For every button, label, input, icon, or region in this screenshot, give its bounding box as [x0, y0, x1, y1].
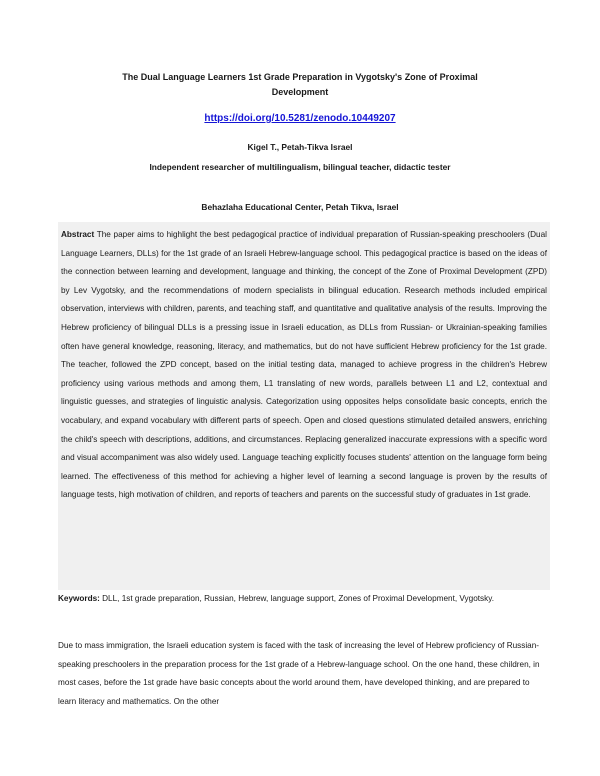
keywords-text: DLL, 1st grade preparation, Russian, Hebrew, language support, Zones of Proximal Development, Vygotsky. [102, 594, 494, 603]
abstract-label: Abstract [61, 230, 95, 239]
paper-title: The Dual Language Learners 1st Grade Preparation in Vygotsky's Zone of Proximal Development [122, 72, 478, 97]
keywords-block [58, 591, 550, 606]
body-paragraph: Due to mass immigration, the Israeli education system is faced with the task of increasing the level of Hebrew proficiency of Russian-speaking preschoolers in the preparation process for the 1st grade of a Hebrew-language school. On the one hand, these children, in most cases, before the 1st grade have basic concepts about the world around them, have developed thinking, and are prepared to learn literacy and mathematics. On the other [58, 641, 540, 706]
abstract-text: The paper aims to highlight the best pedagogical practice of individual preparation of Russian-speaking preschoolers (Dual Language Learners, DLLs) for the 1st grade of an Israeli Hebrew-language school. This pedagogical practice is based on the ideas of the connection between learning and development, language and thinking, the concept of the Zone of Proximal Development (ZPD) by Lev Vygotsky, and the recommendations of modern specialists in bilingual education. Research methods included empirical observation, interviews with children, parents, and teaching staff, and quantitative and qualitative analysis of the results. Improving the Hebrew proficiency of bilingual DLLs is a pressing issue in Israeli education, as DLLs from Russian- or Ukrainian-speaking families often have general knowledge, reasoning, literacy, and mathematics, but do not have sufficient Hebrew proficiency for the 1st grade. The teacher, followed the ZPD concept, based on the initial testing data, managed to achieve progress in the children's Hebrew proficiency using various methods and among them, L1 translating of new words, parallels between L1 and L2, contextual and linguistic guesses, and strategies of linguistic analysis. Categorization using opposites helps consolidate basic concepts, enrich the vocabulary, and expand vocabulary with different parts of speech. Open and closed questions stimulated detailed answers, enriching the child's speech with descriptions, additions, and circumstances. Replacing generalized inaccurate expressions with a specific word and visual accompaniment was also widely used. Language teaching explicitly focuses students' attention on the language form being learned. The effectiveness of this method for achieving a higher level of learning a second language is proven by the results of language tests, high motivation of children, and reports of teachers and parents on the successful study of graduates in 1st grade. [61, 230, 547, 500]
doi-link[interactable]: https://doi.org/10.5281/zenodo.10449207 [204, 113, 396, 124]
institution-line: Behazlaha Educational Center, Petah Tikva, Israel [201, 202, 399, 212]
abstract-block [58, 222, 550, 590]
keywords-label: Keywords: [58, 594, 100, 603]
affiliation-line: Independent researcher of multilingualism, bilingual teacher, didactic tester [149, 162, 451, 172]
doi-line [0, 113, 600, 124]
author-line: Kigel T., Petah-Tikva Israel [247, 142, 353, 152]
